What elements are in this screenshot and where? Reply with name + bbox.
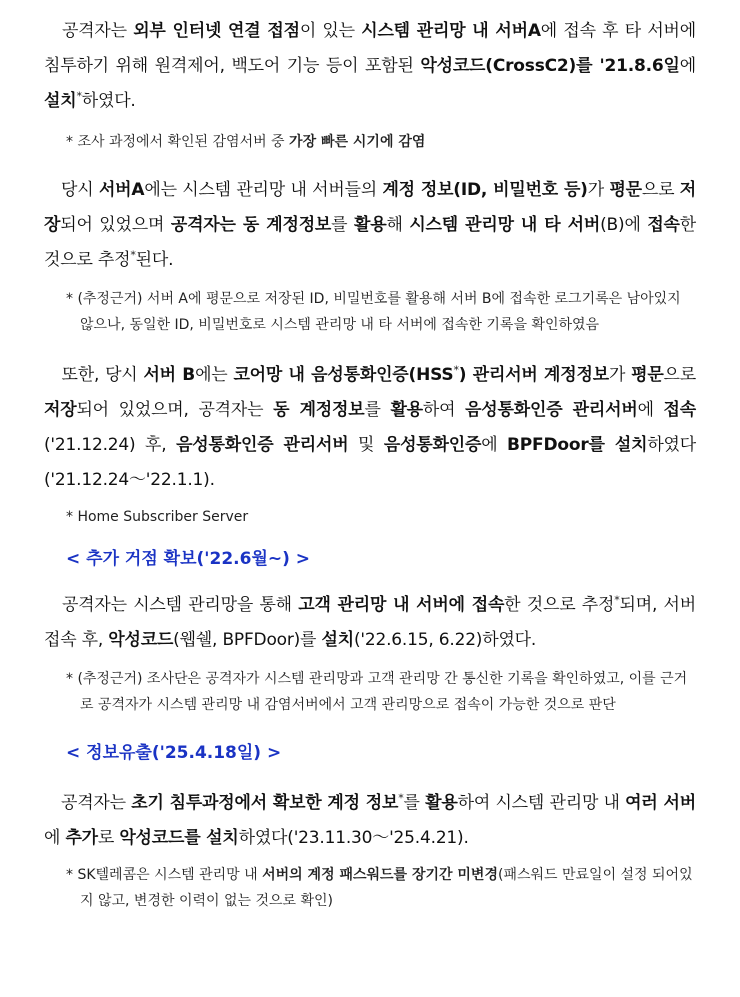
text-run-bold: 악성코드 [420, 56, 486, 76]
text-run: 하였다('23.11.30～'25.4.21). [238, 828, 469, 848]
text-run-bold: 코어망 내 음성통화인증(HSS [233, 365, 454, 385]
paragraph-additional-malware [44, 786, 696, 856]
text-run-bold: 설치 [44, 91, 77, 111]
note-emphasis: 가장 빠른 시기에 감염 [289, 134, 426, 150]
paragraph-end: 된다. [135, 250, 174, 270]
text-run: 를 [331, 215, 354, 235]
footnote-marker: * [130, 248, 136, 262]
text-run: 한 것으로 추정 [504, 595, 615, 615]
text-run-bold: 음성통화인증 관리서버 [465, 400, 638, 420]
text-run-bold: 시스템 관리망 내 서버A [361, 21, 541, 41]
text-run: 해 [386, 215, 410, 235]
text-run-bold: 저장 [44, 400, 77, 420]
text-run-bold: 서버 B [143, 365, 196, 385]
note-text: (패스워드 만료일이 설정 되어있지 않고, 변경한 이력이 없는 것으로 확인) [80, 867, 693, 909]
text-run: 하여 [422, 400, 466, 420]
text-run-bold: 활용 [390, 400, 423, 420]
text-run: 공격자는 [44, 21, 134, 41]
section-heading-additional-foothold: < 추가 거점 확보('22.6월~) > [66, 549, 311, 569]
text-run-bold: (CrossC2)를 '21.8.6일 [485, 56, 680, 76]
text-run: 공격자는 시스템 관리망을 통해 [44, 595, 299, 615]
text-run: 를 [364, 400, 391, 420]
text-run: ('21.12.24) 후, [44, 435, 177, 455]
section-heading-data-leak: < 정보유출('25.4.18일) > [66, 743, 282, 763]
paragraph-customer-network [44, 588, 696, 658]
text-run: 되어 있었으며 [60, 215, 171, 235]
text-run-bold: 동 계정정보 [273, 400, 365, 420]
text-run-bold: 여러 서버 [625, 793, 696, 813]
runs [44, 365, 453, 385]
text-run: 하였다('21.12.24～'22.1.1). [44, 435, 696, 490]
text-run: 에는 시스템 관리망 내 서버들의 [144, 180, 383, 200]
text-run-bold: 접속 [647, 215, 680, 235]
text-run-bold: 악성코드 [108, 630, 174, 650]
text-run-bold: 시스템 관리망 내 타 서버 [409, 215, 601, 235]
text-run: 한 것으로 추정 [44, 215, 696, 270]
runs [44, 21, 696, 111]
text-run-bold: 설치 [321, 630, 354, 650]
text-run-bold: 계정 정보(ID, 비밀번호 등) [382, 180, 588, 200]
text-run: 에는 [195, 365, 234, 385]
text-run-bold: 고객 관리망 내 서버에 접속 [298, 595, 505, 615]
text-run-bold: 서버A [98, 180, 145, 200]
note-emphasis: 서버의 계정 패스워드를 장기간 미변경 [262, 867, 498, 883]
text-run: 에 [44, 828, 66, 848]
paragraph-initial-intrusion [44, 14, 696, 119]
text-run-bold: 활용 [425, 793, 458, 813]
text-run: 당시 [44, 180, 99, 200]
text-run-bold: 저장 [44, 180, 697, 235]
text-run-bold: 활용 [354, 215, 387, 235]
text-run: ('22.6.15, 6.22)하였다. [353, 630, 537, 650]
note-estimation-basis-1: * (추정근거) 서버 A에 평문으로 저장된 ID, 비밀번호를 활용해 서버 B에 접속한 로그기록은 남아있지 않으나, 동일한 ID, 비밀번호로 시스템 관리망 내 타 서버에 접속한 기록을 확인하였음 [66, 291, 681, 333]
text-run: 에 [679, 56, 696, 76]
note-text: * 조사 과정에서 확인된 감염서버 중 [66, 134, 290, 150]
text-run: 로 [97, 828, 120, 848]
text-run-bold: 평문 [631, 365, 664, 385]
text-run: 에 [637, 400, 664, 420]
paragraph-server-b-hss [44, 358, 696, 498]
note-password-unchanged [66, 862, 696, 914]
runs [44, 595, 614, 615]
note-estimation-basis-2: * (추정근거) 조사단은 공격자가 시스템 관리망과 고객 관리망 간 통신한 기록을 확인하였고, 이를 근거로 공격자가 시스템 관리망 내 감염서버에서 고객 관리망으로 접속이 가능한 것으로 판단 [66, 671, 688, 713]
text-run: 으로 [663, 365, 696, 385]
paragraph-end: 하였다. [81, 91, 136, 111]
text-run-bold: 접속 [663, 400, 696, 420]
text-run-bold: ) 관리서버 계정정보 [458, 365, 609, 385]
text-run-bold: 외부 인터넷 연결 접점 [133, 21, 300, 41]
text-run-bold: 악성코드를 설치 [119, 828, 239, 848]
text-run: 또한, 당시 [44, 365, 144, 385]
text-run-bold: 추가 [65, 828, 98, 848]
footnote-marker: * [76, 89, 82, 103]
text-run: (B)에 [600, 215, 648, 235]
text-run: 를 [403, 793, 426, 813]
text-run-bold: 음성통화인증 [383, 435, 482, 455]
footnote-marker: * [398, 791, 404, 805]
footnote-marker: * [614, 593, 620, 607]
note-hss-definition: * Home Subscriber Server [66, 509, 249, 525]
text-run-bold: 음성통화인증 관리서버 [176, 435, 349, 455]
text-run: (웹쉘, BPFDoor)를 [173, 630, 322, 650]
note-earliest-infection [66, 129, 696, 155]
text-run: 가 [608, 365, 632, 385]
text-run: 이 있는 [299, 21, 362, 41]
text-run-bold: BPFDoor를 설치 [507, 435, 648, 455]
text-run-bold: 공격자는 동 계정정보 [170, 215, 332, 235]
text-run-bold: 초기 침투과정에서 확보한 계정 정보 [131, 793, 399, 813]
text-run: 및 [348, 435, 384, 455]
text-run: 공격자는 [44, 793, 132, 813]
text-run: 되어 있었으며, 공격자는 [76, 400, 274, 420]
text-run-bold: 평문 [609, 180, 642, 200]
text-run: 하여 시스템 관리망 내 [457, 793, 626, 813]
text-run: 으로 [641, 180, 680, 200]
note-text: * SK텔레콤은 시스템 관리망 내 [66, 867, 263, 883]
text-run: 가 [587, 180, 610, 200]
footnote-marker: * [453, 363, 459, 377]
text-run: 에 [481, 435, 508, 455]
text-run: 에 접속 후 타 서버에 침투하기 위해 원격제어, 백도어 기능 등이 포함된 [44, 21, 696, 76]
paragraph-server-a-credentials [44, 173, 696, 278]
text-run: 되며, 서버 접속 후, [44, 595, 696, 650]
runs [44, 793, 398, 813]
